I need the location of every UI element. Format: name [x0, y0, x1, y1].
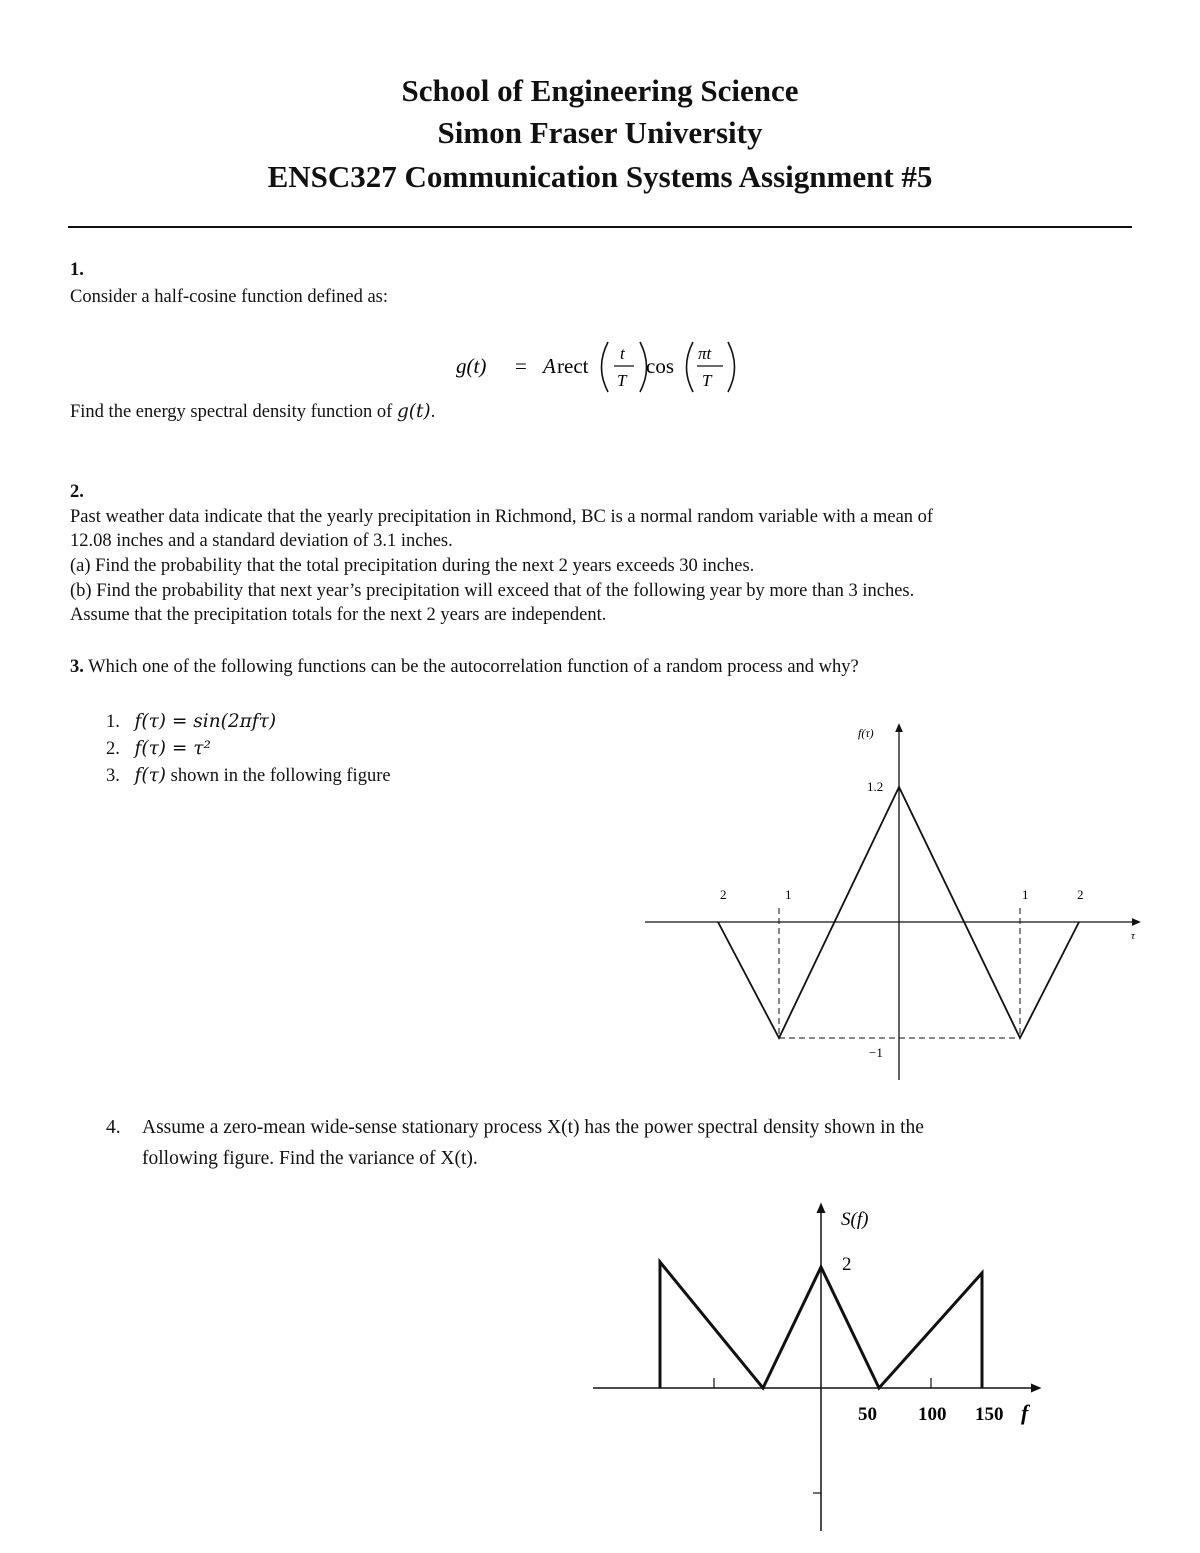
q2-line3: (a) Find the probability that the total precipitation during the next 2 years exceeds 30 inches. — [70, 556, 755, 576]
q4-tick-150: 150 — [975, 1404, 1004, 1425]
header-line-university: Simon Fraser University — [437, 115, 763, 150]
q3-x-axis-label: τ — [1131, 930, 1135, 942]
q4-y-axis-label: S(f) — [841, 1209, 869, 1230]
q2-line4: (b) Find the probability that next year’s precipitation will exceed that of the following year by more than 3 inches. — [70, 581, 915, 601]
header-divider — [68, 226, 1132, 228]
q1-frac1-den: T — [617, 371, 627, 390]
q3-item-3 — [106, 764, 391, 789]
q3-heading — [70, 655, 859, 680]
q1-frac1-num: t — [620, 344, 625, 363]
header-line-school: School of Engineering Science — [401, 73, 799, 108]
q1-paren-left-2 — [687, 342, 694, 392]
q3-number: 3. — [70, 657, 84, 677]
q4-peak-label: 2 — [842, 1254, 852, 1275]
q3-tick-m1: 1 — [785, 887, 792, 902]
q1-intro: Consider a half-cosine function defined as: — [70, 287, 388, 307]
q1-ask-math: g(t) — [396, 401, 431, 422]
q1-formula-lhs: g(t) — [456, 354, 487, 378]
q4-tick-100: 100 — [918, 1404, 947, 1425]
q1-formula-equals: = — [515, 354, 527, 378]
q3-y-axis-label: f(τ) — [858, 726, 874, 740]
q1-number: 1. — [70, 260, 84, 280]
q1-ask — [70, 400, 435, 425]
q4-psd-figure — [585, 1195, 1055, 1535]
q4-x-axis-label: f — [1021, 1400, 1029, 1425]
q1-paren-right-2 — [728, 342, 735, 392]
q2-line1: Past weather data indicate that the yearly precipitation in Richmond, BC is a normal random variable with a mean of — [70, 507, 934, 527]
q1-formula-cos: cos — [646, 354, 674, 378]
q3-item-math: f(τ) = τ² — [134, 738, 211, 759]
q4-line2: following figure. Find the variance of X(t). — [142, 1148, 478, 1169]
q3-tick-p1: 1 — [1022, 887, 1029, 902]
q3-tick-m2: 2 — [720, 887, 727, 902]
q1-paren-left-1 — [602, 342, 609, 392]
header-line-course: ENSC327 Communication Systems Assignment #5 — [267, 159, 933, 194]
q3-item-text: shown in the following figure — [166, 766, 391, 786]
q3-item-number: 3. — [106, 766, 120, 786]
q3-item-number: 2. — [106, 739, 120, 759]
q1-formula-rect: rect — [557, 354, 589, 378]
q3-item-number: 1. — [106, 712, 120, 732]
q1-frac2-num: πt — [698, 344, 712, 363]
q3-item-math: f(τ) = sin(2πfτ) — [134, 711, 277, 732]
q4-number: 4. — [106, 1117, 121, 1138]
q2-line5: Assume that the precipitation totals for the next 2 years are independent. — [70, 605, 607, 625]
q3-autocorrelation-figure — [640, 715, 1160, 1090]
q3-item-math: f(τ) — [134, 765, 167, 786]
q1-ask-period: . — [430, 402, 436, 422]
q3-peak-label: 1.2 — [867, 779, 884, 794]
q3-trough-label: −1 — [869, 1045, 883, 1060]
q4-tick-50: 50 — [858, 1404, 877, 1425]
q3-item-2 — [106, 737, 211, 762]
q3-question: Which one of the following functions can be the autocorrelation function of a random process and why? — [83, 657, 859, 677]
q1-ask-text: Find the energy spectral density function of — [70, 402, 397, 422]
q2-number: 2. — [70, 482, 84, 502]
q1-frac2-den: T — [702, 371, 712, 390]
q4-line1: Assume a zero-mean wide-sense stationary process X(t) has the power spectral density shown in the — [142, 1117, 924, 1138]
q3-tick-p2: 2 — [1077, 887, 1084, 902]
q3-item-1 — [106, 710, 276, 735]
q2-line2: 12.08 inches and a standard deviation of 3.1 inches. — [70, 531, 453, 551]
q1-formula — [440, 332, 760, 402]
q1-formula-amplitude: A — [543, 354, 556, 378]
